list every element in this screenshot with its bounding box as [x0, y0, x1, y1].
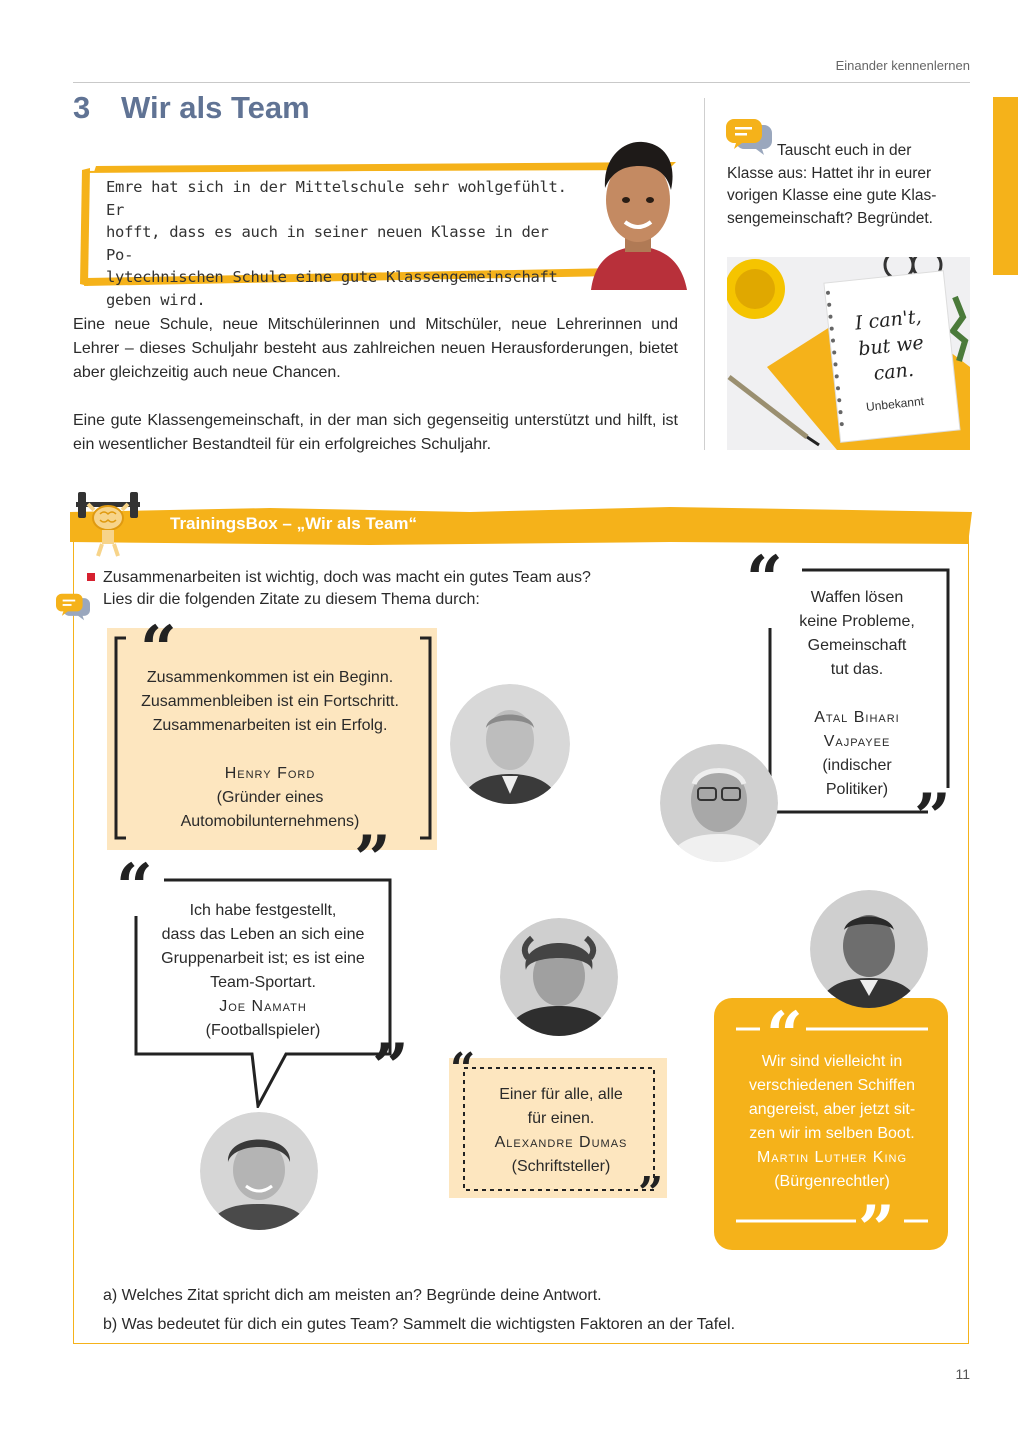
quote-close-icon: ”	[638, 1168, 664, 1219]
trainingsbox-title: TrainingsBox – „Wir als Team“	[170, 514, 418, 533]
ford-quote: Zusammenkommen ist ein Beginn. Zusammenbleiben ist ein Fortschritt. Zusammenarbeiten ist ein Erfolg. Henry Ford (Gründer eines Automobilunternehmens)	[115, 666, 425, 834]
brain-weights-icon	[72, 490, 144, 558]
quote-open-icon: “	[746, 542, 783, 617]
notebook-author: Unbekannt	[865, 394, 925, 414]
paragraph-1: Eine neue Schule, neue Mitschülerinnen und Mitschüler, neue Lehrerinnen und Lehrer – dieses Schuljahr besteht aus zahlreichen neuen Herausforderungen, bietet aber gleichzeitig auch neue Chancen.	[73, 316, 678, 381]
vajpayee-author: Atal Bihari	[814, 709, 900, 726]
quote-close-icon: ”	[354, 822, 391, 897]
mlk-author: Martin Luther King	[756, 1149, 908, 1166]
discussion-bubble-icon	[56, 592, 90, 622]
intro-text: Emre hat sich in der Mittelschule sehr wohlgefühlt. Er hofft, dass es auch in seiner neuen Klasse in der Po- lytechnischen Schule eine gute Klassengemeinschaft geben wird.	[106, 178, 567, 309]
section-label: Einander kennenlernen	[835, 58, 970, 73]
ford-author: Henry Ford	[224, 765, 316, 782]
namath-quote: Ich habe festgestellt, dass das Leben an sich eine Gruppenarbeit ist; es ist eine Team-Sportart. Joe Namath (Footballspieler)	[140, 899, 386, 1043]
task-questions	[103, 1281, 943, 1339]
discussion-question: Tauscht euch in der Klasse aus: Hattet ihr in eurer vorigen Klasse eine gute Klas- sengemeinschaft? Begründet.	[727, 142, 937, 227]
dumas-portrait	[500, 918, 618, 1036]
chapter-tab	[993, 97, 1018, 275]
namath-author: Joe Namath	[219, 998, 307, 1015]
question-a: a) Welches Zitat spricht dich am meisten an? Begründe deine Antwort.	[103, 1287, 602, 1304]
mlk-top-rule	[734, 1014, 930, 1044]
bullet-marker	[87, 573, 95, 581]
quote-close-icon: ”	[858, 1192, 895, 1267]
quote-open-icon: “	[766, 998, 803, 1073]
mlk-quote: Wir sind vielleicht in verschiedenen Schiffen angereist, aber jetzt sit- zen wir im selben Boot. Martin Luther King (Bürgenrechtler)	[722, 1050, 942, 1194]
quote-close-icon: ”	[372, 1030, 409, 1105]
page-title	[73, 90, 310, 126]
vajpayee-portrait	[660, 744, 778, 862]
quote-open-icon: “	[450, 1044, 476, 1095]
quote-open-icon: “	[116, 850, 153, 925]
page-number: 11	[955, 1366, 970, 1382]
student-avatar	[585, 138, 691, 290]
mlk-bottom-rule	[734, 1206, 930, 1236]
dumas-author: Alexandre Dumas	[494, 1134, 628, 1151]
notebook-photo	[727, 257, 970, 450]
namath-portrait	[200, 1112, 318, 1230]
quote-close-icon: ”	[914, 780, 951, 855]
notebook-quote: I can't, but we can.	[853, 305, 925, 385]
quote-open-icon: “	[140, 612, 177, 687]
chapter-number: 3	[73, 90, 91, 125]
column-divider	[704, 98, 705, 450]
chapter-title: Wir als Team	[121, 90, 310, 125]
header-rule	[73, 82, 970, 83]
dumas-quote: Einer für alle, alle für einen. Alexandre Dumas (Schriftsteller)	[466, 1083, 656, 1179]
mlk-portrait	[810, 890, 928, 1008]
paragraph-2: Eine gute Klassengemeinschaft, in der man sich gegenseitig unterstützt und hilft, ist ein wesentlicher Bestandteil für ein erfolgreiches Schuljahr.	[73, 412, 678, 453]
vajpayee-quote: Waffen lösen keine Probleme, Gemeinschaft tut das. Atal Bihari Vajpayee (indischer Politiker)	[784, 586, 930, 802]
question-b: b) Was bedeutet für dich ein gutes Team? Sammelt die wichtigsten Faktoren an der Tafel.	[103, 1316, 736, 1333]
ford-portrait	[450, 684, 570, 804]
task-instruction: Zusammenarbeiten ist wichtig, doch was macht ein gutes Team aus? Lies dir die folgenden Zitate zu diesem Thema durch:	[103, 569, 591, 608]
